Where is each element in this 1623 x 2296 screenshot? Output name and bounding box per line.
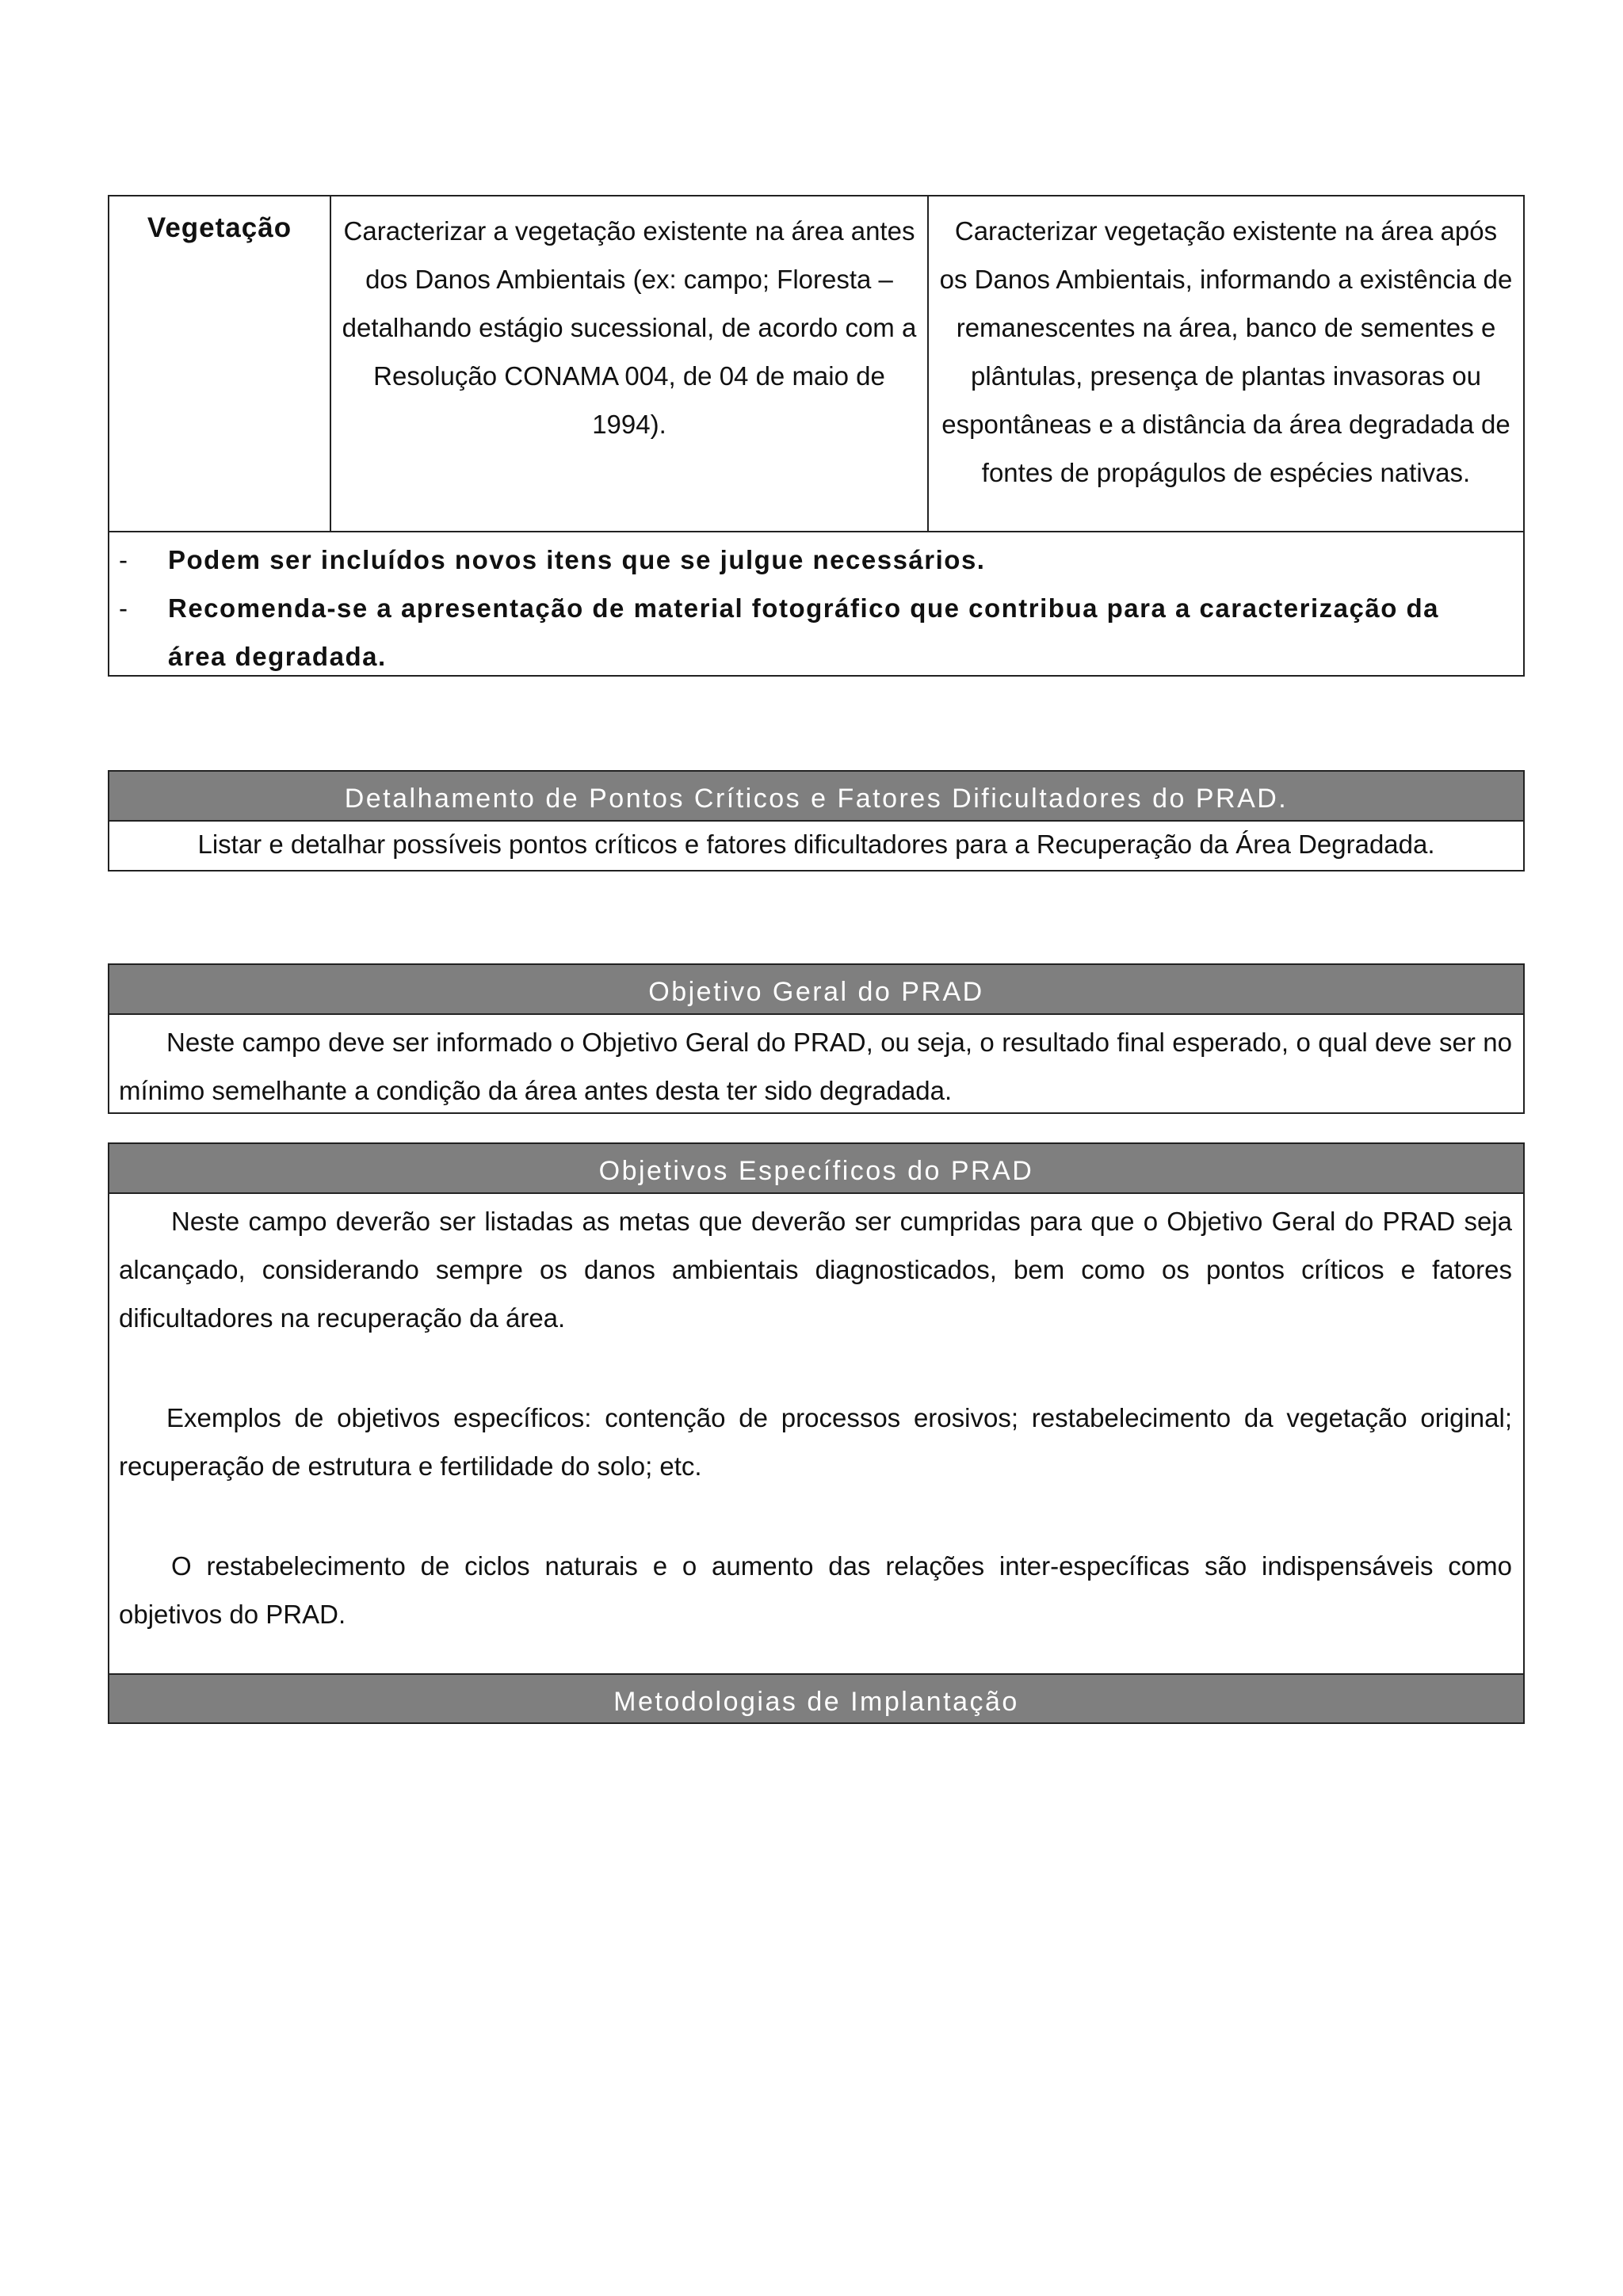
note-bullet: - xyxy=(119,593,129,623)
specific-objectives-text: O restabelecimento de ciclos naturais e o aumento das relações inter-específicas são indispensáveis como objetivos do PRAD. xyxy=(119,1551,1512,1629)
specific-objectives-paragraph xyxy=(109,1539,1523,1638)
general-objective-paragraph xyxy=(109,1015,1523,1115)
specific-objectives-paragraph xyxy=(109,1390,1523,1490)
critical-points-text: Listar e detalhar possíveis pontos críticos e fatores dificultadores para a Recuperação da Área Degradada. xyxy=(197,830,1435,859)
vegetation-before-cell xyxy=(331,196,929,531)
general-objective-text: Neste campo deve ser informado o Objetivo Geral do PRAD, ou seja, o resultado final esperado, o qual deve ser no mínimo semelhante a condição da área antes desta ter sido degradada. xyxy=(119,1028,1512,1105)
critical-points-section xyxy=(108,770,1525,871)
vegetation-row xyxy=(109,196,1523,532)
vegetation-label: Vegetação xyxy=(147,212,292,243)
vegetation-before-text: Caracterizar a vegetação existente na área antes dos Danos Ambientais (ex: campo; Floresta – detalhando estágio sucessional, de acordo com a Resolução CONAMA 004, de 04 de maio de 1994). xyxy=(342,216,917,439)
notes-section xyxy=(109,531,1523,681)
note-bullet: - xyxy=(119,545,129,574)
vegetation-table xyxy=(108,195,1525,677)
vegetation-label-cell xyxy=(109,196,331,531)
specific-objectives-title: Objetivos Específicos do PRAD xyxy=(109,1144,1523,1194)
note-item xyxy=(109,584,1523,681)
vegetation-after-cell xyxy=(929,196,1523,531)
specific-objectives-section xyxy=(108,1142,1525,1724)
vegetation-after-text: Caracterizar vegetação existente na área após os Danos Ambientais, informando a existência de remanescentes na área, banco de sementes e plântulas, presença de plantas invasoras ou espontâneas e a distância da área degradada de fontes de propágulos de espécies nativas. xyxy=(939,216,1513,487)
critical-points-title: Detalhamento de Pontos Críticos e Fatores Dificultadores do PRAD. xyxy=(109,772,1523,822)
note-text: Podem ser incluídos novos itens que se julgue necessários. xyxy=(168,545,986,574)
note-item xyxy=(109,536,1523,584)
specific-objectives-paragraph xyxy=(109,1194,1523,1342)
specific-objectives-text: Neste campo deverão ser listadas as metas que deverão ser cumpridas para que o Objetivo Geral do PRAD seja alcançado, considerando sempre os danos ambientais diagnosticados, bem como os pontos críticos e fatores dificultadores na recuperação da área. xyxy=(119,1207,1512,1333)
general-objective-title: Objetivo Geral do PRAD xyxy=(109,965,1523,1015)
implementation-title: Metodologias de Implantação xyxy=(109,1673,1523,1722)
note-text: Recomenda-se a apresentação de material fotográfico que contribua para a caracterização da área degradada. xyxy=(168,593,1440,671)
specific-objectives-text: Exemplos de objetivos específicos: contenção de processos erosivos; restabelecimento da vegetação original; recuperação de estrutura e fertilidade do solo; etc. xyxy=(119,1403,1512,1481)
general-objective-section xyxy=(108,963,1525,1114)
